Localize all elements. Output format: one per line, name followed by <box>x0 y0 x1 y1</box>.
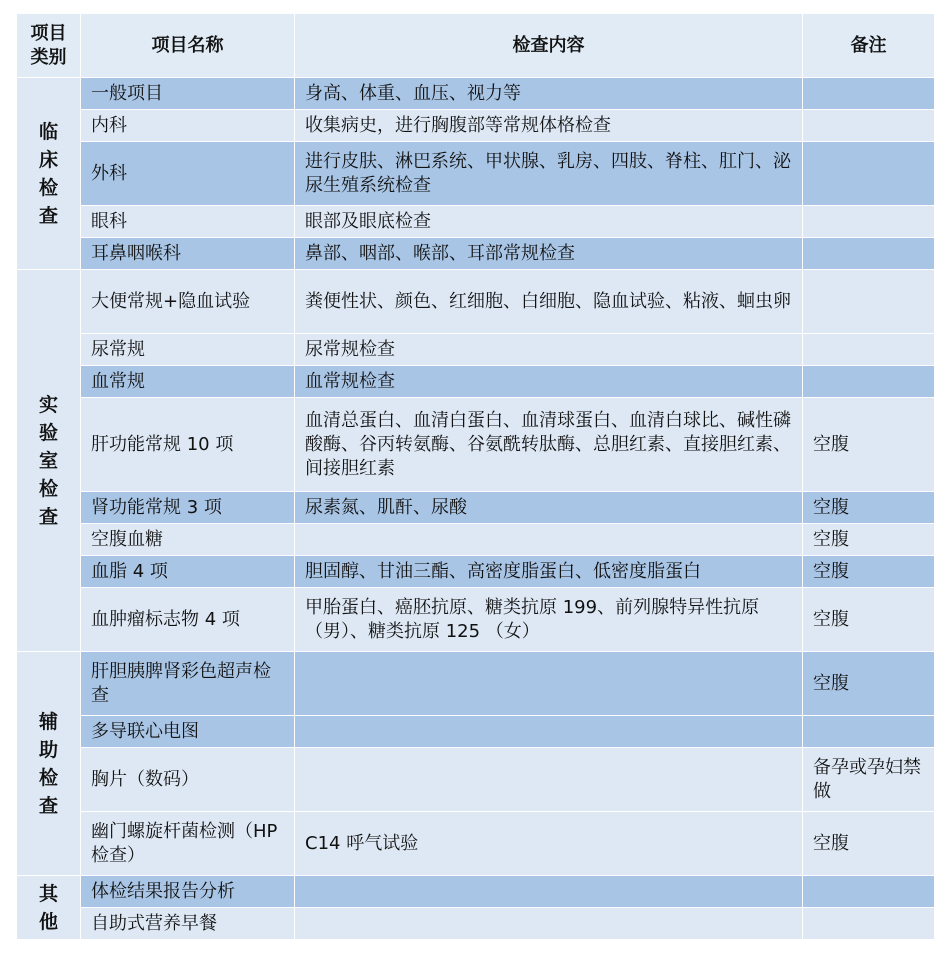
item-name: 自助式营养早餐 <box>81 908 295 940</box>
item-remark: 空腹 <box>803 492 935 524</box>
item-remark: 空腹 <box>803 588 935 652</box>
header-name: 项目名称 <box>81 14 295 78</box>
item-content: 甲胎蛋白、癌胚抗原、糖类抗原 199、前列腺特异性抗原（男）、糖类抗原 125 （女） <box>295 588 803 652</box>
item-content: 尿素氮、肌酐、尿酸 <box>295 492 803 524</box>
table-row <box>17 142 935 206</box>
table-row <box>17 78 935 110</box>
table-row <box>17 876 935 908</box>
item-remark <box>803 334 935 366</box>
item-content <box>295 748 803 812</box>
item-name: 肾功能常规 3 项 <box>81 492 295 524</box>
item-content <box>295 716 803 748</box>
item-content: C14 呼气试验 <box>295 812 803 876</box>
item-name: 一般项目 <box>81 78 295 110</box>
table-row <box>17 366 935 398</box>
item-name: 尿常规 <box>81 334 295 366</box>
item-remark <box>803 206 935 238</box>
item-remark <box>803 78 935 110</box>
item-content: 血清总蛋白、血清白蛋白、血清球蛋白、血清白球比、碱性磷酸酶、谷丙转氨酶、谷氨酰转肽酶、总胆红素、直接胆红素、间接胆红素 <box>295 398 803 492</box>
item-content: 身高、体重、血压、视力等 <box>295 78 803 110</box>
item-content <box>295 524 803 556</box>
table-row <box>17 652 935 716</box>
item-name: 胸片（数码） <box>81 748 295 812</box>
table-row <box>17 748 935 812</box>
item-name: 体检结果报告分析 <box>81 876 295 908</box>
item-remark: 空腹 <box>803 812 935 876</box>
table-row <box>17 270 935 334</box>
item-name: 多导联心电图 <box>81 716 295 748</box>
table-row <box>17 206 935 238</box>
item-name: 肝胆胰脾肾彩色超声检查 <box>81 652 295 716</box>
item-name: 大便常规+隐血试验 <box>81 270 295 334</box>
item-content: 鼻部、咽部、喉部、耳部常规检查 <box>295 238 803 270</box>
item-remark <box>803 110 935 142</box>
table-row <box>17 556 935 588</box>
table-row <box>17 524 935 556</box>
item-remark <box>803 876 935 908</box>
item-name: 外科 <box>81 142 295 206</box>
item-name: 空腹血糖 <box>81 524 295 556</box>
category-cell: 实验室检查 <box>17 270 81 652</box>
item-name: 内科 <box>81 110 295 142</box>
table-row <box>17 492 935 524</box>
category-cell: 临床检查 <box>17 78 81 270</box>
table-row <box>17 334 935 366</box>
category-cell: 辅助检查 <box>17 652 81 876</box>
item-remark <box>803 366 935 398</box>
item-remark <box>803 238 935 270</box>
item-content: 胆固醇、甘油三酯、高密度脂蛋白、低密度脂蛋白 <box>295 556 803 588</box>
item-remark: 空腹 <box>803 398 935 492</box>
header-category: 项目 类别 <box>17 14 81 78</box>
table-row <box>17 110 935 142</box>
item-remark <box>803 716 935 748</box>
item-remark <box>803 908 935 940</box>
item-remark <box>803 142 935 206</box>
item-remark: 空腹 <box>803 652 935 716</box>
table-row <box>17 908 935 940</box>
item-name: 血肿瘤标志物 4 项 <box>81 588 295 652</box>
item-name: 血脂 4 项 <box>81 556 295 588</box>
item-remark: 空腹 <box>803 524 935 556</box>
item-content <box>295 908 803 940</box>
item-remark: 备孕或孕妇禁做 <box>803 748 935 812</box>
item-content: 进行皮肤、淋巴系统、甲状腺、乳房、四肢、脊柱、肛门、泌尿生殖系统检查 <box>295 142 803 206</box>
item-remark <box>803 270 935 334</box>
item-content: 粪便性状、颜色、红细胞、白细胞、隐血试验、粘液、蛔虫卵 <box>295 270 803 334</box>
item-name: 耳鼻咽喉科 <box>81 238 295 270</box>
table-row <box>17 398 935 492</box>
item-content: 收集病史，进行胸腹部等常规体格检查 <box>295 110 803 142</box>
header-remark: 备注 <box>803 14 935 78</box>
item-name: 血常规 <box>81 366 295 398</box>
item-name: 眼科 <box>81 206 295 238</box>
item-content: 血常规检查 <box>295 366 803 398</box>
table-row <box>17 588 935 652</box>
item-name: 幽门螺旋杆菌检测（HP 检查） <box>81 812 295 876</box>
item-remark: 空腹 <box>803 556 935 588</box>
item-content <box>295 652 803 716</box>
header-content: 检查内容 <box>295 14 803 78</box>
category-cell: 其他 <box>17 876 81 940</box>
table-row <box>17 238 935 270</box>
table-row <box>17 812 935 876</box>
item-content <box>295 876 803 908</box>
table-row <box>17 716 935 748</box>
item-content: 眼部及眼底检查 <box>295 206 803 238</box>
item-name: 肝功能常规 10 项 <box>81 398 295 492</box>
health-checkup-table <box>16 13 935 940</box>
item-content: 尿常规检查 <box>295 334 803 366</box>
